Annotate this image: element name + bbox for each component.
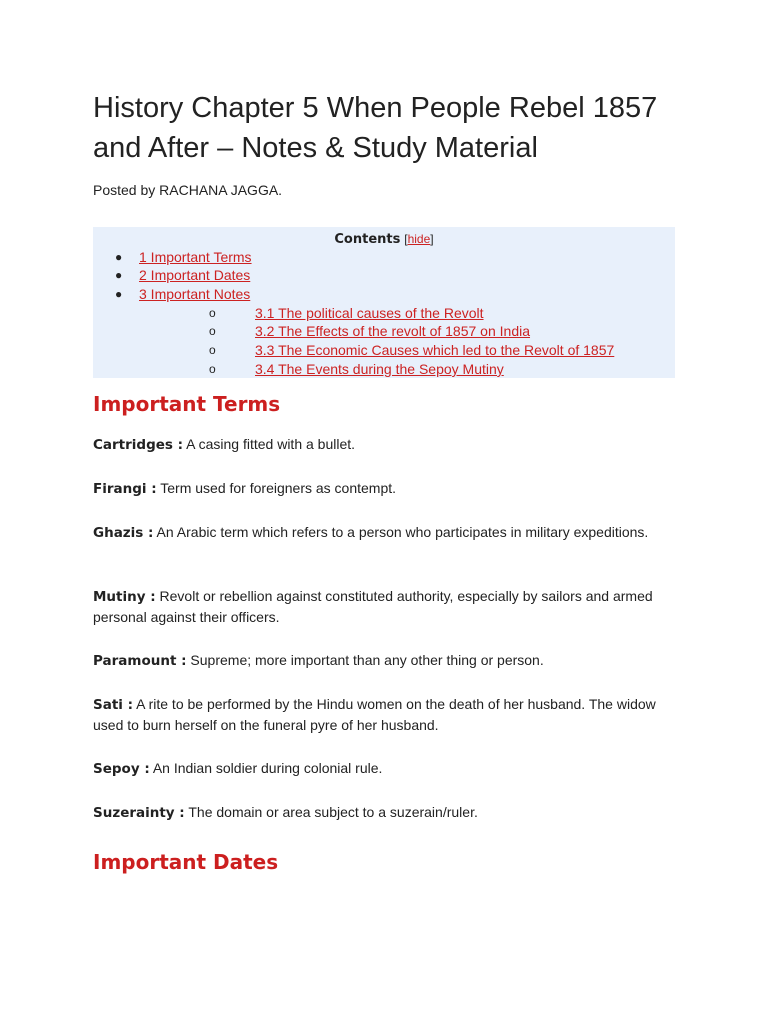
term-definition: An Arabic term which refers to a person who participates in military expeditions. (153, 524, 649, 540)
term-definition: An Indian soldier during colonial rule. (149, 760, 383, 776)
toc-subitem (209, 304, 484, 322)
toc-hide-link[interactable]: hide (407, 232, 431, 246)
toc-title: Contents (334, 232, 401, 247)
toc-item (115, 266, 250, 284)
toc-link-effects-of-revolt[interactable]: 3.2 The Effects of the revolt of 1857 on India (255, 323, 531, 339)
term-entry (93, 758, 675, 779)
term-entry (93, 802, 675, 823)
term-name: Sepoy : (93, 761, 150, 777)
term-definition: The domain or area subject to a suzerain/ruler. (184, 804, 478, 820)
term-name: Mutiny : (93, 589, 156, 605)
toc-link-political-causes[interactable]: 3.1 The political causes of the Revolt (255, 305, 484, 321)
term-definition: Revolt or rebellion against constituted authority, especially by sailors and armed personal against their officers. (93, 588, 653, 625)
term-entry (93, 586, 675, 627)
section-heading-important-dates: Important Dates (93, 850, 279, 874)
toc-link-important-terms[interactable]: 1 Important Terms (139, 249, 252, 265)
toc-subitem (209, 360, 504, 378)
bullet-icon: ● (115, 250, 123, 264)
toc-link-important-dates[interactable]: 2 Important Dates (139, 267, 251, 283)
term-definition: A rite to be performed by the Hindu women on the death of her husband. The widow used to burn herself on the funeral pyre of her husband. (93, 696, 656, 733)
term-entry (93, 434, 675, 455)
term-name: Suzerainty : (93, 805, 185, 821)
toc-link-important-notes[interactable]: 3 Important Notes (139, 286, 251, 302)
term-entry (93, 478, 675, 499)
bullet-icon: ● (115, 268, 123, 282)
table-of-contents (93, 227, 675, 378)
toc-link-economic-causes[interactable]: 3.3 The Economic Causes which led to the Revolt of 1857 (255, 342, 615, 358)
bullet-icon: ● (115, 287, 123, 301)
term-name: Sati : (93, 697, 134, 713)
term-definition: Supreme; more important than any other thing or person. (186, 652, 544, 668)
section-heading-important-terms: Important Terms (93, 392, 281, 416)
toc-bracket-open: [ (404, 232, 408, 246)
term-definition: A casing fitted with a bullet. (183, 436, 356, 452)
hollow-bullet-icon: o (209, 343, 216, 357)
term-entry (93, 694, 675, 735)
toc-item (115, 248, 252, 266)
term-name: Cartridges : (93, 437, 184, 453)
toc-link-sepoy-mutiny-events[interactable]: 3.4 The Events during the Sepoy Mutiny (255, 361, 504, 377)
term-name: Firangi : (93, 481, 157, 497)
toc-bracket-close: ] (430, 232, 434, 246)
term-entry (93, 522, 675, 543)
toc-header (93, 229, 675, 249)
hollow-bullet-icon: o (209, 324, 216, 338)
hollow-bullet-icon: o (209, 362, 216, 376)
page-title: History Chapter 5 When People Rebel 1857 and After – Notes & Study Material (93, 92, 658, 164)
toc-item (115, 285, 250, 303)
byline: Posted by RACHANA JAGGA. (93, 182, 283, 198)
term-entry (93, 650, 675, 671)
hollow-bullet-icon: o (209, 306, 216, 320)
term-definition: Term used for foreigners as contempt. (156, 480, 397, 496)
toc-subitem (209, 341, 614, 359)
term-name: Paramount : (93, 653, 187, 669)
term-name: Ghazis : (93, 525, 154, 541)
toc-subitem (209, 322, 530, 340)
